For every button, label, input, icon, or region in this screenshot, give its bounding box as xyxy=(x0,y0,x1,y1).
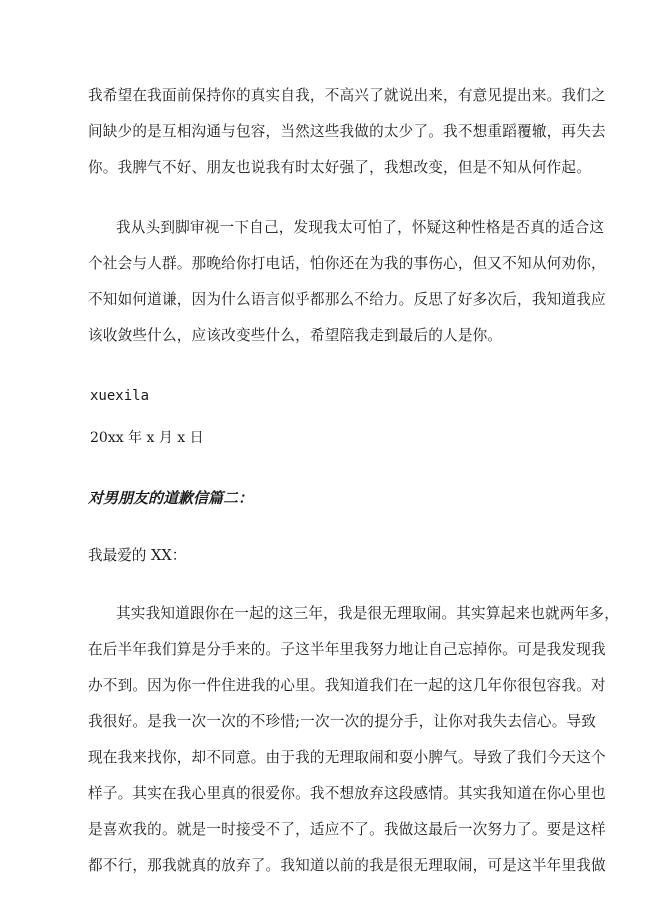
text-line: 个社会与人群。那晚给你打电话，怕你还在为我的事伤心，但又不知从何劝你， xyxy=(88,255,606,272)
text-line: 我很好。是我一次一次的不珍惜;一次一次的提分手，让你对我失去信心。导致 xyxy=(88,713,597,730)
text-line: 样子。其实在我心里真的很爱你。我不想放弃这段感情。其实我知道在你心里也 xyxy=(88,785,606,802)
text-line: 在后半年我们算是分手来的。子这半年里我努力地让自己忘掉你。可是我发现我 xyxy=(88,641,606,658)
text-line-indented xyxy=(88,596,619,632)
text-line: 都不行，那我就真的放弃了。我知道以前的我是很无理取闹，可是这半年里我做 xyxy=(88,857,606,874)
text-line-content: 其实我知道跟你在一起的这三年，我是很无理取闹。其实算起来也就两年多， xyxy=(116,605,619,622)
text-line: 该收敛些什么，应该改变些什么，希望陪我走到最后的人是你。 xyxy=(88,327,503,344)
section-heading: 对男朋友的道歉信篇二： xyxy=(88,489,254,507)
text-line: 办不到。因为你一件住进我的心里。我知道我们在一起的这几年你很包容我。对 xyxy=(88,677,606,694)
document-page xyxy=(88,78,619,884)
text-line: 是喜欢我的。就是一时接受不了，适应不了。我做这最后一次努力了。要是这样 xyxy=(88,821,606,838)
text-line: 你。我脾气不好、朋友也说我有时太好强了，我想改变，但是不知从何作起。 xyxy=(88,159,591,176)
text-line-indented xyxy=(88,210,605,246)
text-line: 现在我来找你，却不同意。由于我的无理取闹和耍小脾气。导致了我们今天这个 xyxy=(88,749,606,766)
text-line: 我希望在我面前保持你的真实自我，不高兴了就说出来，有意见提出来。我们之 xyxy=(88,87,606,104)
paragraph-2 xyxy=(88,210,606,354)
paragraph-1 xyxy=(88,78,606,186)
salutation: 我最爱的 XX： xyxy=(88,547,187,564)
text-line: 间缺少的是互相沟通与包容，当然这些我做的太少了。我不想重蹈覆辙，再失去 xyxy=(88,123,606,140)
text-line: 不知如何道谦，因为什么语言似乎都那么不给力。反思了好多次后，我知道我应 xyxy=(88,291,606,308)
paragraph-3 xyxy=(88,596,619,884)
text-line-content: 我从头到脚审视一下自己，发现我太可怕了，怀疑这种性格是否真的适合这 xyxy=(116,219,605,236)
letter-date: 20xx 年 x 月 x 日 xyxy=(90,430,204,446)
signature: xuexila xyxy=(90,388,150,404)
